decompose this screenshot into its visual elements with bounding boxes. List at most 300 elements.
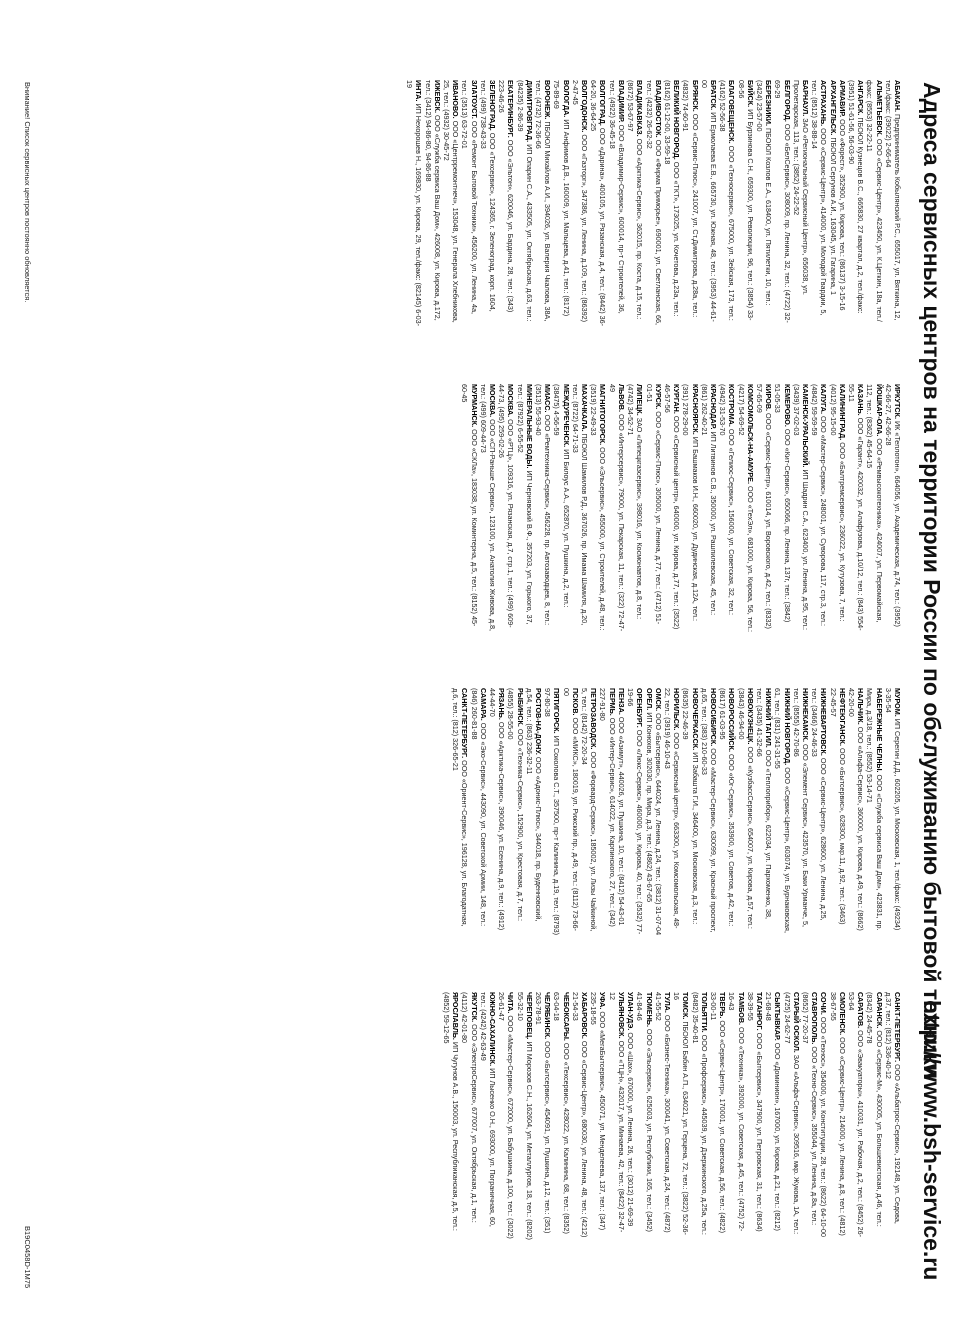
address-entry xyxy=(838,80,847,328)
address-text: ИП Билоус А.А., 652870, ул. Пушкина, д.2, тел.: (38475) 4-56-59 xyxy=(552,384,571,608)
city-name: КЕМЕРОВО. xyxy=(782,384,792,427)
address-text: ООО «СП-Раньше Сервис», 123100, ул. Анатолия Живова, д.8, тел.: (499) 609-44-73 xyxy=(478,384,498,631)
address-entry xyxy=(644,688,653,936)
city-name: ЧЕЛЯБИНСК. xyxy=(543,992,553,1040)
address-text: ООО «Шах», 670000, ул. Ленина, 26, тел.: (3012) 21-69-39 xyxy=(626,1030,636,1227)
city-name: МУРМАНСК. xyxy=(469,384,479,428)
address-entry xyxy=(460,992,478,1240)
address-text: ООО «Доминион», 167000, ул. Кирова, д.21, тел.: (8212) 21-68-48 xyxy=(764,992,783,1231)
address-text: ООО «Бизнес-Техника», 300041, ул. Советская, д.24, тел.: (4872) 41-55-52 xyxy=(653,992,672,1233)
city-name: НОРИЛЬСК. xyxy=(672,688,682,731)
address-entry xyxy=(865,992,883,1240)
address-entry xyxy=(718,80,736,328)
address-entry xyxy=(608,80,626,328)
address-text: ИП Забашта Г.И., 346400, ул. Московская, д.3, тел.: (8635) 22-46-39 xyxy=(681,688,700,925)
address-text: ООО «МИКС», 180019, ул. Рижский пр., д.49, тел.: (8112) 73-66-00 xyxy=(561,688,580,931)
address-entry xyxy=(460,384,478,632)
address-entry xyxy=(847,384,865,632)
address-entry xyxy=(663,384,681,632)
city-name: ТОМСК. xyxy=(681,992,691,1020)
address-entry xyxy=(810,688,828,936)
city-name: АЛЬМЕТЬЕВСК. xyxy=(874,80,884,137)
address-entry xyxy=(681,384,699,632)
address-entry xyxy=(773,688,791,936)
address-entry xyxy=(469,688,487,936)
address-text: ООО «Сервис-Центр», 603074, ул. Бурнаковская, 61, тел.: (831) 241-31-55 xyxy=(773,688,792,933)
city-name: МОСКВА. xyxy=(506,384,516,418)
address-entry xyxy=(552,992,570,1240)
address-text: ООО «Сервис-Центр», 628600, ул. Ленина, д.25, тел.: (3466) 24-46-33 xyxy=(810,688,829,921)
address-entry xyxy=(884,688,902,936)
address-entry xyxy=(828,384,846,632)
city-name: БЕРЕЗНИКИ. xyxy=(764,80,774,126)
city-name: КУРСК. xyxy=(653,384,663,410)
address-entry xyxy=(589,384,607,632)
city-name: НИЖНИЙ НОВГОРОД. xyxy=(782,688,792,766)
address-text: ООО «Мастер-Сервис», 630099, ул. Красный проспект, д.65, тел.: (383) 210-60-33 xyxy=(699,688,718,933)
address-text: ООО «Сервис-Центр», 610014, ул. Воровского, д.42, тел.: (8332) 57-65-09 xyxy=(754,384,774,629)
address-text: ООО «Сервис-Центр», 414000, ул. Молодой Гвардии, 5, тел.: (8512) 38-88-14 xyxy=(810,80,829,316)
city-name: МЕЖДУРЕЧЕНСК. xyxy=(561,384,571,448)
address-entry xyxy=(755,384,773,632)
city-name: ПЕНЗА. xyxy=(616,688,626,715)
city-name: ПСКОВ. xyxy=(570,688,580,716)
address-entry xyxy=(709,992,727,1240)
city-name: ЛЬВОВ. xyxy=(616,384,626,412)
address-entry xyxy=(479,384,497,632)
address-entry xyxy=(488,688,506,936)
city-name: ЯКУТСК. xyxy=(469,992,479,1023)
address-text: ООО «Техсервис», 124365, г. Зеленоград, корп. 1604, тел.: (499) 738-43-33 xyxy=(478,80,498,312)
address-text: ООО «Техносервис», 675000, ул. Зейская, 173, тел.: (4162) 52-56-38 xyxy=(718,80,737,321)
address-text: ООО «Служба сервиса Ваш Дом», 423831, пр. Мира, д.3/18, тел.: (8552) 53-14-71 xyxy=(865,688,884,931)
address-text: ООО «Эвакуаторы», 410031, ул. Рабочая, д.2, тел.: (8452) 26-53-64 xyxy=(846,992,866,1238)
city-name: МИНЕРАЛЬНЫЕ ВОДЫ. xyxy=(524,384,534,469)
address-text: ИП Шадрин С.А., 623400, ул. Ленина, д.95, тел.: (3439) 37-02-03 xyxy=(791,384,810,631)
address-text: ООО «Гелиос-Сервис», 156000, ул. Советская, 32, тел.: (4942) 31-53-70 xyxy=(718,384,737,616)
address-entry xyxy=(497,384,515,632)
city-name: НОВОЧЕРКАССК. xyxy=(690,688,700,751)
city-name: ОРЕНБУРГ. xyxy=(635,688,645,728)
address-text: ООО «МегаБытсервис», 450071, ул. Менделеева, 137, тел.: (347) 235-18-55 xyxy=(589,992,608,1231)
address-text: ООО «Техника-Сервис», 152900, ул. Крестовая, д.7, тел.: (4855) 28-55-00 xyxy=(506,688,525,921)
address-text: Предприниматель Кобылянский Р.С., 655017, ул. Вяткина, 12, тел./факс: (39022) 2-66-64 xyxy=(883,80,902,321)
address-text: ООО «Сервисный центр», 640000, ул. Кирова, д.77, тел.: (3522) 46-57-56 xyxy=(662,384,682,630)
address-entry xyxy=(423,80,441,328)
city-name: УЛАН-УДЭ. xyxy=(626,992,636,1031)
address-text: ООО «Юг-Сервис», 353900, ул. Советов, д.42, тел.: (8617) 61-03-95 xyxy=(718,688,737,927)
website-link[interactable]: http://www.bsh-service.ru xyxy=(919,1000,945,1281)
address-entry xyxy=(736,384,754,632)
city-name: ОМСК. xyxy=(653,688,663,712)
address-text: ООО «Альбатрос-Сервис», 192148, ул. Седова, д.37, тел.: (812) 336-40-12 xyxy=(883,992,902,1224)
address-entry xyxy=(755,80,773,328)
address-text: ИП Литвинов С.В., 350000, ул. Рашпилевская, 45, тел.: (861) 262-40-21 xyxy=(699,384,718,616)
address-text: ООО «Сервис-Центр», 423450, ул. К.Цеткин, 18а, тел./факс: (8553) 32-22-11 xyxy=(865,80,884,322)
address-entry xyxy=(718,384,736,632)
address-entry xyxy=(727,992,745,1240)
city-name: САНКТ-ПЕТЕРБУРГ. xyxy=(460,688,470,759)
address-text: ООО «Арктика-Сервис», 362015, пр. Коста, д.15, тел.: (8672) 53-67-97 xyxy=(626,80,645,320)
city-name: ВЕЛИКИЙ НОВГОРОД. xyxy=(672,80,682,160)
city-name: КАЗАНЬ. xyxy=(856,384,866,416)
address-entry xyxy=(534,992,552,1240)
address-text: ООО «РТЦ», 109316, ул. Рязанская, д.7, стр.1, тел.: (499) 609-44-73, (495) 259-02-26 xyxy=(497,384,516,628)
address-text: ПБОЮЛ Михайлов А.И., 394026, ул. Валерия Чкалова, 38А, тел.: (4732) 72-36-66 xyxy=(534,80,553,322)
address-entry xyxy=(828,992,846,1240)
address-entry xyxy=(589,992,607,1240)
address-entry xyxy=(700,384,718,632)
address-entry xyxy=(819,992,828,1240)
city-name: ВЛАДИМИР. xyxy=(616,80,626,123)
city-name: ОРЕЛ. xyxy=(644,688,654,711)
address-text: ИП Бурзинова С.Н., 659300, ул. Революции, 96, тел.: (3854) 33-08-56 xyxy=(736,80,755,321)
city-name: РЯЗАНЬ. xyxy=(497,688,507,720)
city-name: ЧЕРЕПОВЕЦ. xyxy=(524,992,534,1040)
address-text: ООО «Азимут», 440026, ул. Пушкина, 10, тел.: (8412) 54-43-01 xyxy=(616,714,626,926)
address-entry xyxy=(782,992,800,1240)
address-text: ИП Ермолаева Е.В., 665730, ул. Южная, 48, тел.: (3953) 44-61-00 xyxy=(699,80,718,322)
address-text: ООО «ЭлектроСервис», 677007, ул. Октябрьская, д.1, тел.: (4112) 42-01-80 xyxy=(460,992,479,1223)
address-text: ООО «Технос», 354000, ул. Конституции, 28, тел.: (8622) 64-10-00 xyxy=(819,1014,829,1238)
city-name: ПЯТИГОРСК. xyxy=(552,688,562,734)
address-entry xyxy=(663,688,681,936)
address-text: ООО «Мастер-Сервис», 248001, ул. Суворова, 117, стр.3, тел.: (4842) 59-59-59 xyxy=(810,384,829,626)
address-text: ООО «Бытсервис», 628300, мкр.11, д.92, тел.: (3463) 22-45-57 xyxy=(828,688,847,925)
page-title: Адреса сервисных центров на территории России по обслуживанию бытовой техники xyxy=(919,82,945,1080)
column-3 xyxy=(102,688,902,936)
address-text: ЗАО «Липецкгазсервис», 398016, ул. Космонавтов, д.8, тел.: (4742) 34-52-71 xyxy=(626,384,645,620)
city-name: НАЛЬЧИК. xyxy=(856,688,866,725)
address-entry xyxy=(405,80,423,328)
address-text: ИП Башмаков И.Н., 660020, ул. Дудинская, д.12А, тел.: (391) 278-29-00 xyxy=(681,384,700,621)
address-text: ООО «Ориент-Сервис», 196128, ул. Благодатная, д.6, тел.: (812) 326-65-21 xyxy=(451,688,470,927)
address-entry xyxy=(654,688,663,936)
address-text: ООО «СКЛа», 183038, ул. Коминтерна, д.5, тел.: (8152) 45-60-45 xyxy=(460,384,479,627)
address-text: ООО «Сервис-Центр», 170001, ул. Советская, д.56, тел.: (4822) 33-00-11 xyxy=(708,992,728,1234)
address-text: ИП Нехорошев Н., 169830, ул. Кирова, 29, тел./факс: (82145) 6-03-19 xyxy=(405,80,424,327)
address-entry xyxy=(865,384,883,632)
address-entry xyxy=(663,80,681,328)
city-name: ТЮМЕНЬ. xyxy=(644,992,654,1027)
column-1 xyxy=(102,80,902,328)
address-entry xyxy=(442,80,460,328)
address-entry xyxy=(773,384,791,632)
address-entry xyxy=(571,992,589,1240)
city-name: ВОЛГОГРАД. xyxy=(598,80,608,126)
city-name: СОЧИ. xyxy=(819,992,829,1015)
city-name: КАМЕНСК-УРАЛЬСКИЙ. xyxy=(800,384,810,468)
address-entry xyxy=(828,688,846,936)
address-text: ЗАО «Альфа-Сервис», 309516, мкр. Жукова, 1А, тел.: (4725) 24-62-77 xyxy=(782,992,801,1235)
city-name: ЙОШКАР-ОЛА. xyxy=(874,384,884,437)
address-text: ООО «Центрремонтнеч», 153048, ул. Генерала Хлебникова, 25, тел.: (4932) 30-45-72 xyxy=(442,80,461,323)
city-name: САМАРА. xyxy=(478,688,488,721)
address-text: ООО «Газторг», 347386, ул. Ленина, д.109, тел.: (86392) 2-47-45 xyxy=(570,80,590,323)
address-text: ИП Соколова С.Т., 357500, пр-т Калинина, д.19, тел.: (8793) 97-80-38 xyxy=(543,688,562,936)
address-entry xyxy=(626,688,644,936)
address-entry xyxy=(525,688,543,936)
address-text: ООО «Люкс-Сервис», 460000, ул. Кирова, 40, тел.: (3532) 77-19-66 xyxy=(626,688,645,935)
address-entry xyxy=(792,384,810,632)
city-name: БЛАГОВЕЩЕНСК. xyxy=(727,80,737,144)
address-text: ПБОЮЛ Шамилов Р.Д., 367026, пр. Имама Шамиля, д.20, тел.: (8722) 64-71-33 xyxy=(570,384,590,626)
city-name: СЫКТЫВКАР. xyxy=(773,992,783,1041)
address-text: ООО «Бытсервис», 347900, ул. Петровская, 31, тел.: (8634) 38-39-55 xyxy=(745,992,764,1232)
address-text: ООО «Интер-Сервис», 614022, ул. Карпинского, 27, тел.: (342) 227-91-80 xyxy=(598,688,617,927)
address-entry xyxy=(497,80,515,328)
city-name: КАЛУГА. xyxy=(819,384,829,414)
address-text: ООО «Теплоприбор», 622034, ул. Пархоменко, 38, тел.: (3435) 41-32-66 xyxy=(754,688,774,920)
address-entry xyxy=(497,992,515,1240)
address-text: ООО «Эльсервис», 455000, ул. Строителей, д.48, тел.: (3519) 22-49-33 xyxy=(589,384,608,631)
address-text: ООО «Адонис-Плюс», 344018, пр. Буденновский, д.54, тел.: (863) 236-32-11 xyxy=(524,688,544,922)
address-text: ООО «Форест», 352900, ул. Кирова, тел.: (86137) 3-15-16 xyxy=(837,117,847,311)
address-text: ООО «КузбассСервис», 654007, ул. Кирова, д.57, тел.: (3843) 46-94-00 xyxy=(736,688,755,929)
city-name: МИАСС. xyxy=(543,384,553,413)
address-entry xyxy=(681,80,699,328)
address-text: ООО «Эко-Сервис», 443090, ул. Советской Армии, 148, тел.: (846) 260-81-88 xyxy=(469,688,488,927)
city-name: ЮЖНО-САХАЛИНСК. xyxy=(488,992,498,1067)
address-entry xyxy=(884,992,902,1240)
address-text: ООО «Кит-Сервис», 650066, пр. Ленина, 137г, тел.: (3842) 51-05-33 xyxy=(773,384,792,623)
city-name: ИЖЕВСК. xyxy=(432,80,442,113)
address-text: ООО «Форвард-Сервис», 185002, ул. Лизы Чайкиной, 5, тел.: (8142) 72-20-34 xyxy=(580,688,599,932)
address-text: ИП Опарин С.А., 433505, ул. Октябрьская, д.63, тел.: (84235) 2-86-39 xyxy=(515,80,534,322)
address-text: ИП Чернявский В.Ф., 357203, ул. Горького, 37, тел.: (87922) 6-55-52 xyxy=(515,384,534,625)
address-entry xyxy=(792,80,810,328)
city-name: ТАГАНРОГ. xyxy=(754,992,764,1031)
address-text: ООО «Владимир-Сервис», 600014, пр-т Строителей, 36, тел.: (4922) 36-45-18 xyxy=(607,80,626,314)
city-name: ЛИПЕЦК. xyxy=(635,384,645,416)
address-entry xyxy=(690,992,708,1240)
city-name: БРАТСК. xyxy=(708,80,718,111)
address-text: ООО «Балтремсервис», 236022, ул. Кутузова, 7, тел.: (4012) 95-15-00 xyxy=(828,384,847,622)
address-entry xyxy=(681,688,699,936)
address-text: ООО «ТехЭл», 681000, ул. Кирова, 56, тел.: (4217) 54-69-52 xyxy=(736,384,755,632)
address-text: ООО «Ремтехника-Сервис», 456228, пр. Автозаводцев, 8, тел.: (3513) 55-93-40 xyxy=(534,384,553,626)
address-entry xyxy=(451,688,469,936)
city-name: ЯРОСЛАВЛЬ. xyxy=(451,992,461,1040)
address-text: ООО «Ремвысокотехника», 424007, ул. Первомайская, 112, тел.: (8362) 45-64-15 xyxy=(865,384,884,623)
address-text: ООО «БелСервис», 308009, пр. Ленина, 32, тел.: (4722) 32-69-29 xyxy=(773,80,792,323)
address-entry xyxy=(460,80,478,328)
city-name: НОВОСИБИРСК. xyxy=(708,688,718,747)
city-name: КОСТРОМА. xyxy=(727,384,737,427)
address-text: ООО «Техсервис», 428022, ул. Калинина, 68, тел.: (8352) 63-04-18 xyxy=(552,992,571,1234)
address-text: ООО «Элемент Сервис», 423570, ул. Баки Урманче, 5, тел.: (8555) 42-70-86 xyxy=(791,688,810,928)
city-name: УЛЬЯНОВСК. xyxy=(616,992,626,1039)
address-entry xyxy=(672,992,690,1240)
address-entry xyxy=(718,688,736,936)
address-text: ИП Чугунов А.В., 150003, ул. Республиканская, д.5, тел.: (4852) 59-12-65 xyxy=(442,992,461,1231)
city-name: НИЖНЕВАРТОВСК. xyxy=(819,688,829,756)
address-text: ООО «Гарант», 420032, ул. Алафузова, д.10/12, тел.: (843) 554-55-11 xyxy=(846,384,866,631)
city-name: НОВОКУЗНЕЦК. xyxy=(745,688,755,745)
address-entry xyxy=(644,80,662,328)
address-entry xyxy=(608,384,626,632)
address-entry xyxy=(773,80,791,328)
city-name: КРАСНОЯРСК. xyxy=(690,384,700,435)
city-name: РЫБИНСК. xyxy=(515,688,525,727)
address-entry xyxy=(700,80,718,328)
document-code: B19C0458D-1M75 xyxy=(23,1226,32,1289)
city-name: УФА. xyxy=(598,992,608,1010)
address-entry xyxy=(700,688,718,936)
address-entry xyxy=(626,384,644,632)
address-text: ООО «Сервис-Плюс», 241007, ул. Ст.Димитрова, д.28а, тел.: (4832) 74-60-91 xyxy=(681,80,700,318)
address-text: ООО «Эльсервис», 625003, ул. Республики, 165, тел.: (3452) 41-84-46 xyxy=(635,992,654,1232)
address-text: ИП Морозов С.Н., 162604, ул. Металлургов, 18, тел.: (8202) 55-32-10 xyxy=(515,992,534,1240)
city-name: КАЛИНИНГРАД. xyxy=(837,384,847,441)
address-text: ООО «Сервис-Центр», 214000, ул. Ленина, д.8, тел.: (4812) 38-67-55 xyxy=(828,992,847,1236)
city-name: САРАТОВ. xyxy=(856,992,866,1029)
address-text: ООО «Ремонт Бытовой Техники», 456200, ул. Ленина, 4а, тел.: (3513) 63-72-01 xyxy=(460,80,479,314)
city-name: БЕЛГОРОД. xyxy=(782,80,792,122)
address-text: ООО «Техно-Сервис», 355044, ул. Ленина, д.8а, тел.: (8652) 77-20-37 xyxy=(800,992,820,1226)
address-entry xyxy=(884,80,902,328)
address-entry xyxy=(746,992,764,1240)
address-entry xyxy=(515,80,533,328)
address-entry xyxy=(589,80,607,328)
city-name: АБАКАН. xyxy=(893,80,902,113)
city-name: РОСТОВ-НА-ДОНУ. xyxy=(534,688,544,755)
address-text: ООО «Интерсервис», 79000, ул. Пекарская, 11, тел.: (322) 72-47-49 xyxy=(607,384,626,632)
address-entry xyxy=(635,992,653,1240)
address-entry xyxy=(847,688,865,936)
city-name: ВОЛОГДА. xyxy=(561,80,571,118)
city-name: ЗЛАТОУСТ. xyxy=(469,80,479,119)
city-name: МУРОМ. xyxy=(893,688,902,717)
address-text: ООО «Сервис-М», 430005, ул. Большевистская, д.46, тел.: (8342) 24-45-78 xyxy=(865,992,884,1227)
address-text: ООО «Бытсервис», 644024, ул. Ленина, д.24, тел.: (3812) 31-07-04 xyxy=(653,711,663,936)
city-name: ИНТА. xyxy=(414,80,424,102)
city-name: САНКТ-ПЕТЕРБУРГ. xyxy=(893,992,902,1063)
address-text: ИК «Теплотон», 664056, ул. Академическая, д.74, тел.: (3952) 42-66-27, 42-66-28 xyxy=(883,384,902,627)
address-entry xyxy=(810,80,828,328)
address-text: ООО «Мастер-Сервис», 672000, ул. Бабушкина, д.100, тел.: (3022) 26-61-47 xyxy=(497,992,516,1239)
address-entry xyxy=(561,688,579,936)
address-entry xyxy=(515,384,533,632)
address-text: ООО «Профсервис», 445039, ул. Дзержинского, д.25а, тел.: (8482) 35-40-81 xyxy=(690,992,709,1235)
address-entry xyxy=(617,688,626,936)
city-name: ИРКУТСК. xyxy=(893,384,902,419)
city-name: КУРГАН. xyxy=(672,384,682,414)
city-name: ВЛАДИВОСТОК. xyxy=(653,80,663,138)
address-text: ООО «Дарина», 400105, ул. Рязанская, д.4, тел.: (8442) 36-64-20, 36-64-25 xyxy=(589,80,608,327)
address-text: ИП Конюхов, 302030, пр. Мира, д.3, тел.: (4862) 43-67-65 xyxy=(644,710,654,903)
address-entry xyxy=(755,688,773,936)
address-entry xyxy=(552,384,570,632)
city-name: АРМАВИР. xyxy=(837,80,847,118)
address-text: ООО «Сервисный центр», 663300, ул. Комсомольская, 48-22, тел.: (3919) 46-10-43 xyxy=(662,688,682,929)
city-name: КИРОВ. xyxy=(764,384,774,412)
address-entry xyxy=(598,688,616,936)
address-entry xyxy=(442,992,460,1240)
address-entry xyxy=(736,80,754,328)
city-name: ВОЛГОДОНСК. xyxy=(580,80,590,133)
city-name: ПЕРМЬ. xyxy=(607,688,617,716)
city-name: ЧЕБОКСАРЫ. xyxy=(561,992,571,1041)
city-name: НИЖНЕКАМСК. xyxy=(800,688,810,742)
city-name: ТАМБОВ. xyxy=(736,992,746,1026)
address-entry xyxy=(626,80,644,328)
service-center-list xyxy=(102,80,902,1310)
city-name: СТАВРОПОЛЬ. xyxy=(810,992,820,1045)
address-entry xyxy=(626,992,635,1240)
address-text: ООО «Сервис-Центр», 680030, ул. Ленина, 48, тел.: (4212) 21-54-33 xyxy=(570,992,590,1238)
address-entry xyxy=(865,80,883,328)
address-entry xyxy=(810,384,828,632)
address-text: ИП Серегин Д.Д., 602205, ул. Московская, 1, тел./факс: (49234) 3-35-54 xyxy=(883,688,902,931)
address-text: ИП Анфимов Д.В., 160009, ул. Мальцева, д.41, тел.: (8172) 75-89-69 xyxy=(552,80,571,317)
city-name: МАХАЧКАЛА. xyxy=(580,384,590,432)
address-entry xyxy=(543,688,561,936)
address-entry xyxy=(644,384,662,632)
address-text: ООО «Альфа-Сервис», 360000, ул. Кирова, д.49, тел.: (8662) 42-20-00 xyxy=(846,688,866,931)
city-name: ЕКАТЕРИНБУРГ. xyxy=(506,80,516,138)
address-entry xyxy=(884,384,902,632)
address-entry xyxy=(608,992,626,1240)
address-entry xyxy=(534,384,552,632)
address-entry xyxy=(479,80,497,328)
address-entry xyxy=(801,992,819,1240)
address-entry xyxy=(865,688,883,936)
address-text: ООО «Бытсервис», 454091, ул. Пушкина, д.12, тел.: (351) 263-78-91 xyxy=(534,992,553,1234)
city-name: НОВОРОССИЙСК. xyxy=(727,688,737,752)
address-entry xyxy=(571,80,589,328)
city-name: НАБЕРЕЖНЫЕ ЧЕЛНЫ. xyxy=(874,688,884,773)
city-name: КОМСОМОЛЬСК-НА-АМУРЕ. xyxy=(745,384,755,484)
city-name: МОСКВА. xyxy=(488,384,498,418)
city-name: ЗЕЛЕНОГРАД. xyxy=(488,80,498,131)
city-name: ТУЛА. xyxy=(662,992,672,1013)
address-entry xyxy=(479,992,497,1240)
city-name: БИЙСК. xyxy=(745,80,755,108)
column-2 xyxy=(102,384,902,632)
city-name: АСТРАХАНЬ. xyxy=(819,80,829,127)
city-name: ХАБАРОВСК. xyxy=(580,992,590,1039)
address-entry xyxy=(552,80,570,328)
city-name: ТОЛЬЯТТИ. xyxy=(699,992,709,1033)
city-name: ВЛАДИКАВКАЗ. xyxy=(635,80,645,137)
address-text: ООО «Сервис-Плюс», 305000, ул. Ленина, д.77, тел.: (4712) 51-01-51 xyxy=(644,384,663,625)
address-text: ПБОЮЛ Кузнецов В.С., 665830, 27 квартал, д.2, тел./факс: (3951) 51-61-56, 56-03-90 xyxy=(846,80,866,314)
address-text: ООО «Эльтон», 620046, ул. Бардина, 28, тел.: (343) 223-46-26 xyxy=(497,80,516,313)
address-text: ЗАО «Региональный Сервисный Центр», 656038, ул. Пролетарская, 113, тел.: (3852) 24-22-52 xyxy=(791,80,810,295)
address-entry xyxy=(847,992,865,1240)
address-entry xyxy=(534,80,552,328)
city-name: БРЯНСК. xyxy=(690,80,700,112)
address-text: ООО «Техника», 392000, ул. Советская, д.45, тел.: (4752) 72-16-43 xyxy=(727,992,746,1232)
city-name: ТВЕРЬ. xyxy=(718,992,728,1019)
update-notice: Внимание! Список сервисных центров постоянно обновляется. xyxy=(23,82,32,303)
address-text: ИП Лысенко О.Н., 693000, ул. Пограничная, 60, тел.: (4242) 42-63-49 xyxy=(478,992,498,1227)
city-name: ИВАНОВО. xyxy=(451,80,461,119)
city-name: АНГАРСК. xyxy=(856,80,866,116)
address-text: ПБОЮЛ Сергунов А.И., 163045, ул. Гагарина, 1 xyxy=(828,135,838,296)
city-name: СМОЛЕНСК. xyxy=(837,992,847,1036)
city-name: ЧИТА. xyxy=(506,992,516,1014)
city-name: ДИМИТРОВГРАД. xyxy=(524,80,534,143)
address-entry xyxy=(580,688,598,936)
address-text: ООО «Фирма Приморье», 690001, ул. Светланская, 66, тел.: (4232) 26-62-32 xyxy=(644,80,663,325)
address-entry xyxy=(506,688,524,936)
address-entry xyxy=(654,992,672,1240)
address-entry xyxy=(764,992,782,1240)
address-entry xyxy=(736,688,754,936)
address-text: ООО «Арктика-Сервис», 390046, ул. Есенина, д.9, тел.: (4912) 44-44-70 xyxy=(488,688,507,931)
